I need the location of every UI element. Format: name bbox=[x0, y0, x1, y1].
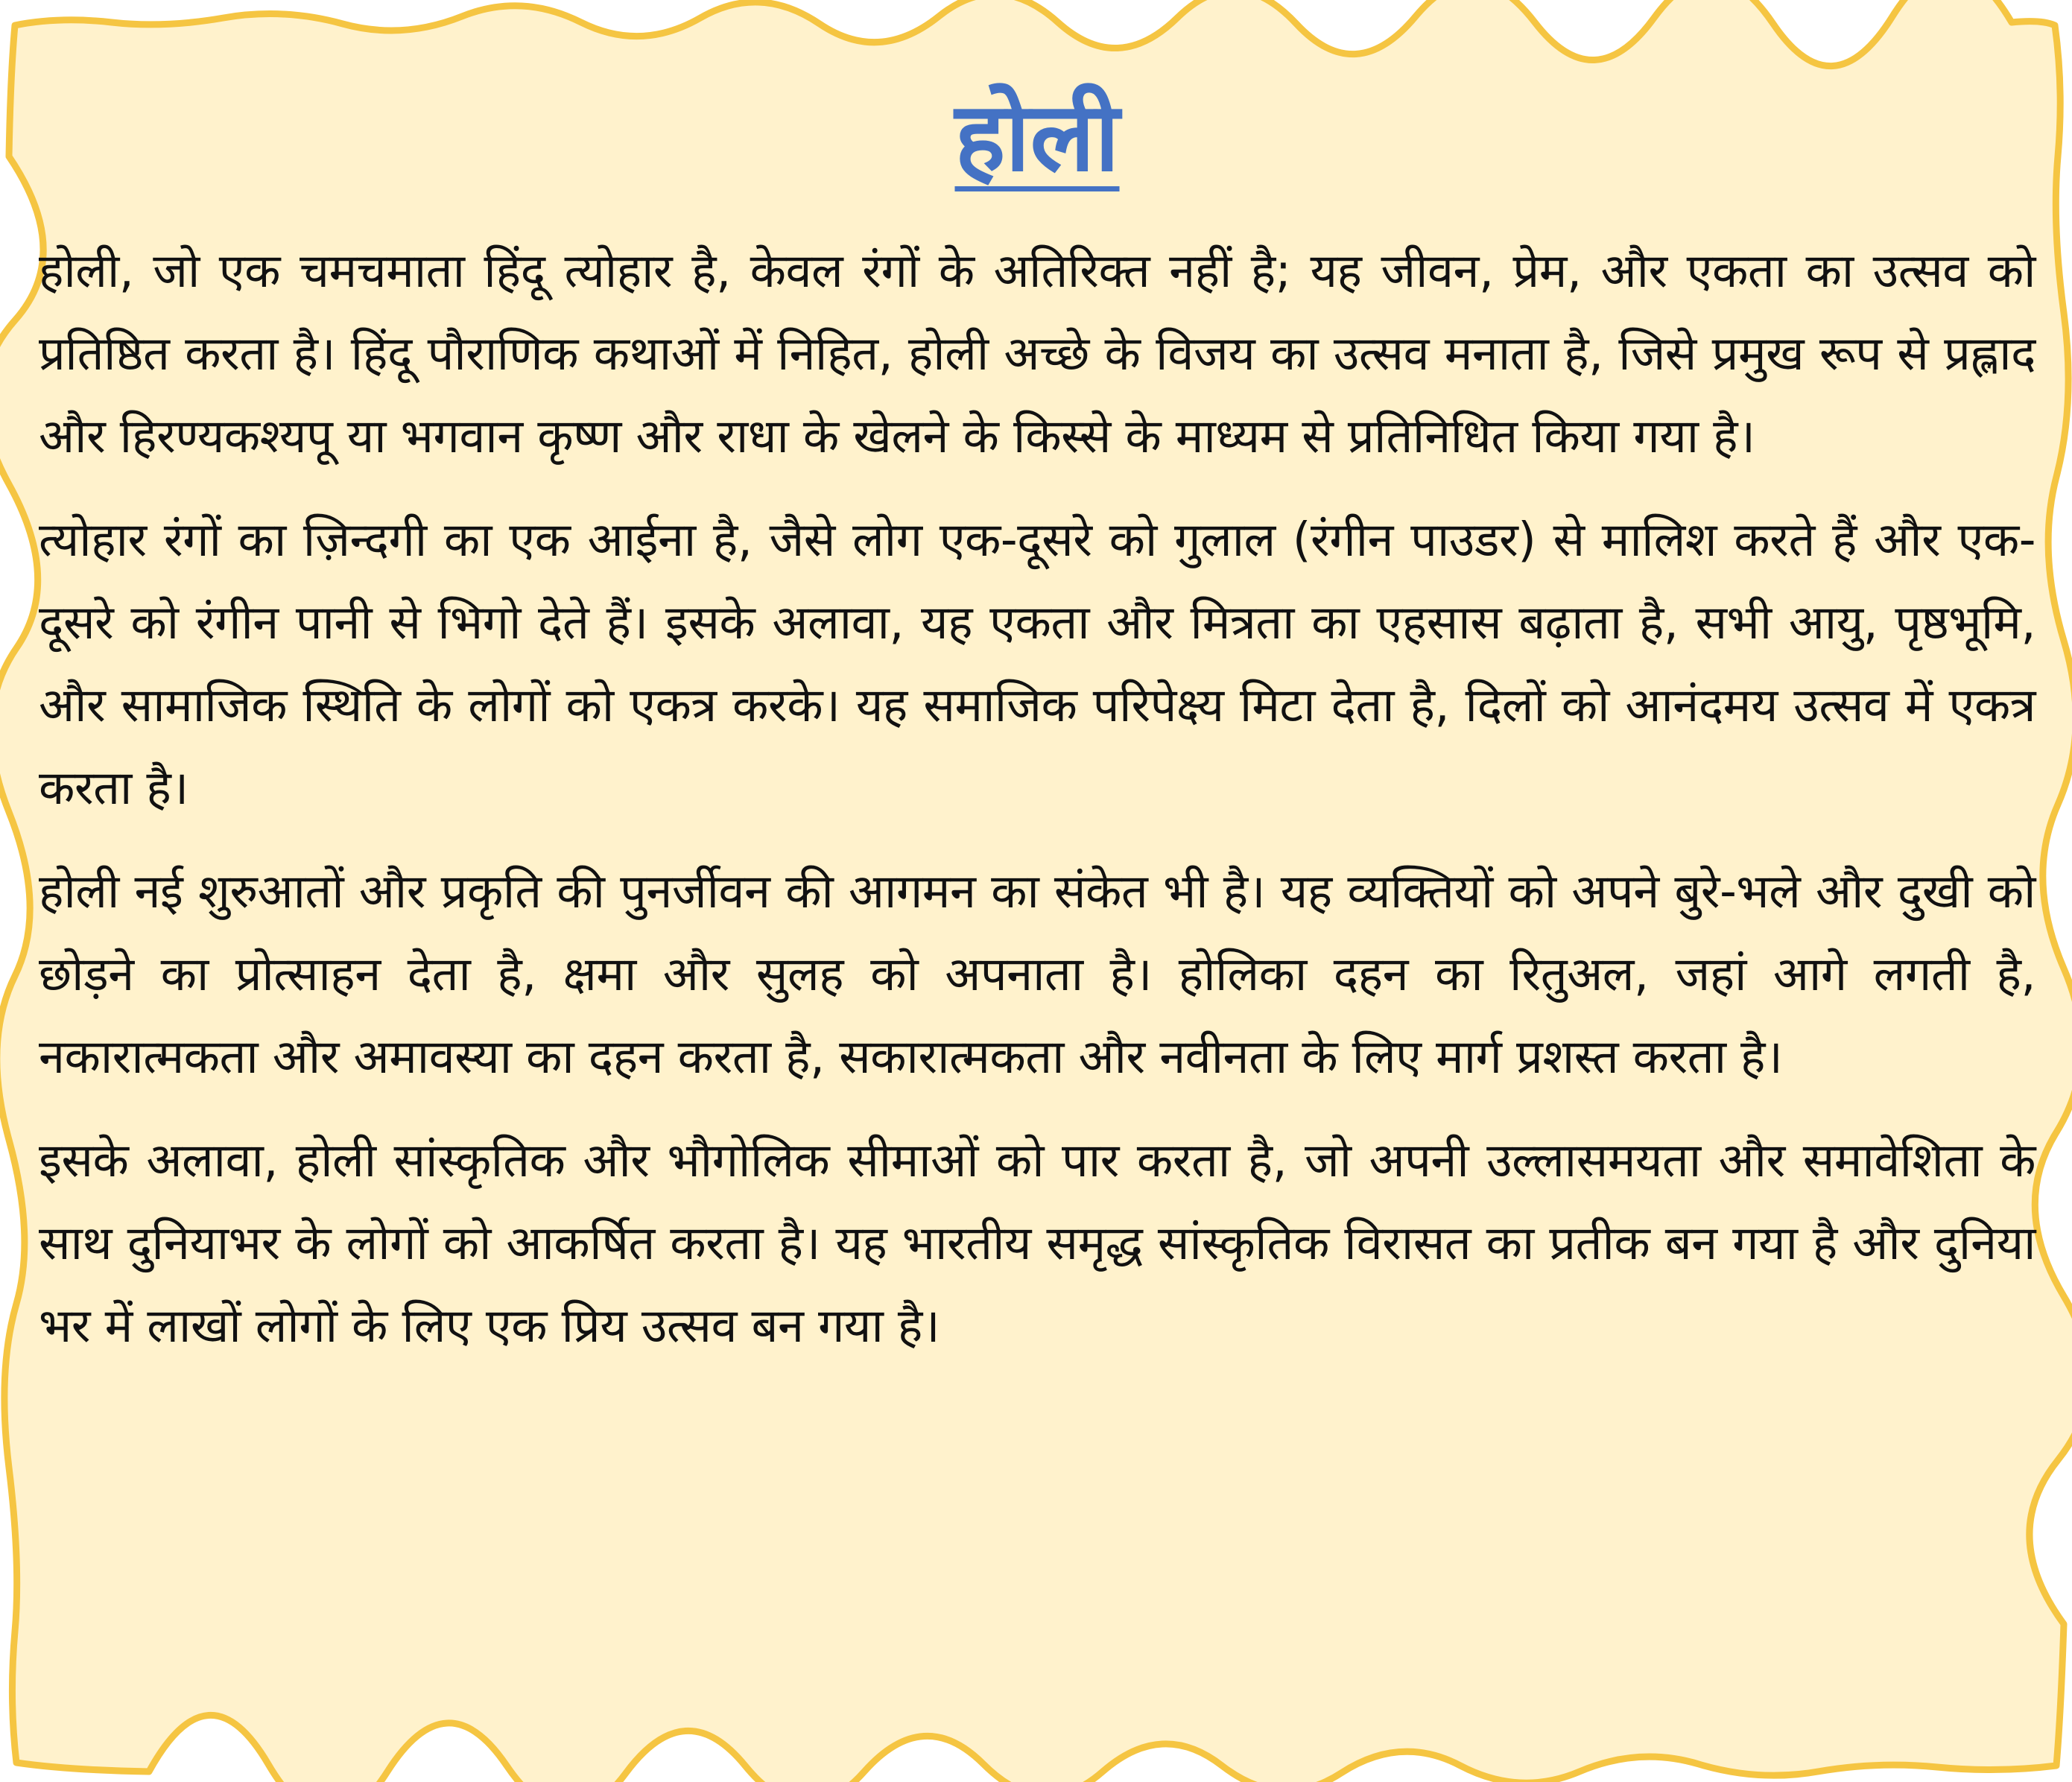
paragraph-4: इसके अलावा, होली सांस्कृतिक और भौगोलिक सीमाओं को पार करता है, जो अपनी उल्लासमयता और समावेशिता के साथ दुनियाभर के लोगों को आकर्षित करता है। यह भारतीय समृद्ध सांस्कृतिक विरासत का प्रतीक बन गया है और दुनिया भर में लाखों लोगों के लिए एक प्रिय उत्सव बन गया है। bbox=[39, 1133, 2035, 1353]
paragraph-1: होली, जो एक चमचमाता हिंदू त्योहार है, केवल रंगों के अतिरिक्त नहीं है; यह जीवन, प्रेम, और एकता का उत्सव को प्रतिष्ठित करता है। हिंदू पौराणिक कथाओं में निहित, होली अच्छे के विजय का उत्सव मनाता है, जिसे प्रमुख रूप से प्रह्लाद और हिरण्यकश्यपू या भगवान कृष्ण और राधा के खेलने के किस्से के माध्यम से प्रतिनिधित किया गया है। bbox=[39, 244, 2035, 463]
page-title: होली bbox=[954, 82, 1120, 193]
paragraph-2: त्योहार रंगों का ज़िन्दगी का एक आईना है, जैसे लोग एक-दूसरे को गुलाल (रंगीन पाउडर) से मालिश करते हैं और एक-दूसरे को रंगीन पानी से भिगो देते हैं। इसके अलावा, यह एकता और मित्रता का एहसास बढ़ाता है, सभी आयु, पृष्ठभूमि, और सामाजिक स्थिति के लोगों को एकत्र करके। यह समाजिक परिपेक्ष्य मिटा देता है, दिलों को आनंदमय उत्सव में एकत्र करता है। bbox=[39, 513, 2035, 815]
document-body bbox=[39, 74, 2035, 1728]
paragraph-3: होली नई शुरुआतों और प्रकृति की पुनर्जीवन की आगमन का संकेत भी है। यह व्यक्तियों को अपने बुरे-भले और दुखी को छोड़ने का प्रोत्साहन देता है, क्षमा और सुलह को अपनाता है। होलिका दहन का रितुअल, जहां आगे लगती है, नकारात्मकता और अमावस्या का दहन करता है, सकारात्मकता और नवीनता के लिए मार्ग प्रशस्त करता है। bbox=[39, 864, 2035, 1084]
